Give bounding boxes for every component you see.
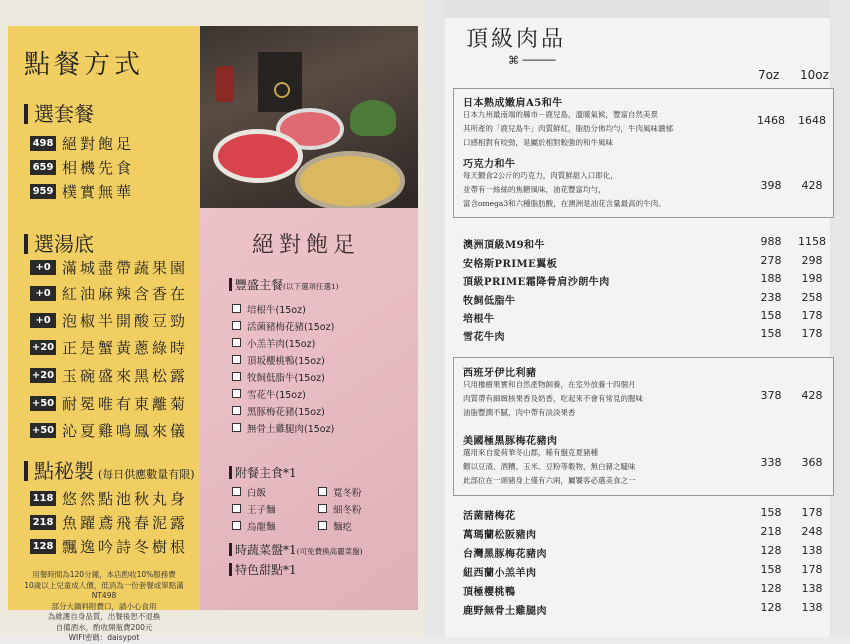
price-10oz: 138 (801, 582, 823, 595)
price-7oz: 338 (760, 456, 782, 469)
soup-row: +0 紅油麻辣含香在 (30, 284, 188, 302)
price-7oz: 128 (760, 582, 782, 595)
main-option[interactable]: 無骨土雞腿肉(15oz) (232, 420, 334, 435)
soup-row: +0 滿城盡帶蔬果園 (30, 258, 188, 276)
meat-plate-shape (280, 112, 340, 146)
main-option[interactable]: 頂坂櫻桃鴨(15oz) (232, 352, 325, 367)
set-row: 959 樸實無華 (30, 182, 134, 200)
price-10oz: 248 (801, 525, 823, 538)
price-10oz: 198 (801, 272, 823, 285)
staple-option[interactable]: 白飯 (232, 484, 266, 499)
sauce-jar-shape (216, 66, 234, 102)
secret-row: 218 魚躍鳶飛春泥露 (30, 513, 188, 531)
set-section-heading: 選套餐 (24, 98, 94, 127)
knot-ornament: ⌘ ───── (508, 54, 556, 67)
price-7oz: 218 (760, 525, 782, 538)
main-option[interactable]: 雪花牛(15oz) (232, 386, 306, 401)
price-7oz: 378 (760, 389, 782, 402)
price-7oz: 158 (760, 563, 782, 576)
price-7oz: 188 (760, 272, 782, 285)
menu-item-name: 紐西蘭小羔羊肉 (463, 568, 537, 579)
menu-item-desc: 只用橡樹果實和自然產物飼養，在室外放養十四個月 肉質帶有細緻核果香及奶香，吃起來不會有常見的腥味 油脂豐潤不膩，肉中帶有淡淡果香 (463, 380, 643, 417)
premium-meat-title: 頂級肉品 (466, 27, 567, 52)
menu-item-desc: 選用來自愛荷華冬山郡，稀有盤克夏豬種 餵以豆渣、酒糟、玉米、豆粉等穀物，無白豬之騷味 此部位在一頭豬身上僅有六兩，屬饕客必選美食之一 (463, 448, 636, 485)
dining-notes: 用餐時間為120分鐘，本店酌收10%服務費 10歲以上兒童成人價，低消為一份套餐或單點滿 NT498 部分大鍋料附費口，請小心食用 為維護自身品質，出餐後恕不退換 自備酒水，酌收開瓶費200元 WIFI密碼：daisypot (24, 570, 184, 642)
price-10oz: 178 (801, 327, 823, 340)
meat-plate-shape (218, 134, 298, 178)
price-10oz: 178 (801, 563, 823, 576)
page-title: 點餐方式 (24, 50, 145, 80)
veg-section-heading: 時蔬菜盤*1(可免費換高麗菜盤) (229, 541, 363, 558)
price-7oz: 988 (760, 235, 782, 248)
menu-item-name: 日本熟成嫩肩A5和牛 (463, 98, 563, 109)
plant-shape (350, 100, 396, 136)
main-option[interactable]: 培根牛(15oz) (232, 301, 306, 316)
menu-item-name: 活菌豬梅花 (463, 511, 516, 522)
col-7oz: 7oz (758, 68, 780, 82)
staple-option[interactable]: 寬冬粉 (318, 484, 362, 499)
menu-item-name: 巧克力和牛 (463, 159, 516, 170)
soup-section-heading: 選湯底 (24, 228, 94, 257)
price-7oz: 158 (760, 327, 782, 340)
staple-section-heading: 附餐主食*1 (229, 464, 297, 481)
price-7oz: 128 (760, 601, 782, 614)
price-10oz: 368 (801, 456, 823, 469)
hotpot-photo (200, 26, 418, 208)
price-10oz: 258 (801, 291, 823, 304)
price-10oz: 178 (801, 309, 823, 322)
price-10oz: 298 (801, 254, 823, 267)
soup-row: +50 沁夏雞鳴鳳來儀 (31, 421, 189, 440)
soup-row: +0 泡椒半開酸豆勁 (30, 311, 188, 329)
menu-item-desc: 日本九州最南端的縣市－鹿兒島，溫暖氣候，豐富自然美景 其所產的「鹿兒島牛」肉質鮮紅，脂肪分佈均勻，牛肉風味濃郁 口感相對有咬勁，是屬於相對較強的和牛風味 (463, 110, 673, 147)
menu-item-name: 台灣黑豚梅花豬肉 (463, 549, 547, 560)
staple-option[interactable]: 烏龍麵 (232, 518, 276, 533)
price-10oz: 428 (801, 179, 823, 192)
set-row: 498 絕對飽足 (30, 134, 134, 152)
main-option[interactable]: 黑豚梅花豬(15oz) (232, 403, 325, 418)
menu-item-name: 萬瑪蘭松阪豬肉 (463, 530, 537, 541)
menu-item-desc: 每天餵食2公斤的巧克力，肉質鮮甜入口即化， 並帶有一絲絲的焦糖風味，油花豐富均勻， 富含omega3和六種脂肪酸，在澳洲是油花含量最高的牛肉。 (463, 171, 666, 208)
wood-box-shape (258, 52, 302, 112)
main-option[interactable]: 活菌豬梅花豬(15oz) (232, 318, 334, 333)
price-7oz: 278 (760, 254, 782, 267)
staple-option[interactable]: 細冬粉 (318, 501, 362, 516)
secret-row: 128 飄逸吟詩冬樹根 (30, 537, 188, 555)
price-10oz: 178 (801, 506, 823, 519)
price-10oz: 1158 (798, 235, 826, 248)
dessert-section-heading: 特色甜點*1 (229, 561, 297, 578)
combo-title: 絕對飽足 (252, 233, 361, 258)
main-option[interactable]: 小羔羊肉(15oz) (232, 335, 315, 350)
soup-row: +50 耐冕唯有東離菊 (31, 394, 189, 413)
col-10oz: 10oz (800, 68, 829, 82)
menu-item-name: 西班牙伊比利豬 (463, 368, 537, 379)
soup-row: +20 正是蟹黃蔥綠時 (31, 338, 189, 357)
staple-option[interactable]: 王子麵 (232, 501, 276, 516)
menu-item-name: 澳洲頂級M9和牛 (463, 240, 546, 251)
menu-item-name: 牧飼低脂牛 (463, 296, 516, 307)
staple-option[interactable]: 麵疙 (318, 518, 352, 533)
menu-item-name: 頂級PRIME霜降骨肩沙朗牛肉 (463, 277, 610, 288)
hotpot-shape (300, 156, 400, 206)
price-10oz: 138 (801, 601, 823, 614)
price-7oz: 158 (760, 309, 782, 322)
menu-item-name: 美國極黑豚梅花豬肉 (463, 436, 558, 447)
menu-item-name: 培根牛 (463, 314, 495, 325)
menu-item-name: 雪花牛肉 (463, 332, 505, 343)
soup-row: +20 玉碗盛來黑松露 (31, 366, 189, 385)
menu-item-name: 頂極櫻桃鴨 (463, 587, 516, 598)
secret-row: 118 悠然點池秋丸身 (30, 489, 188, 507)
price-10oz: 1648 (798, 114, 826, 127)
main-section-heading: 豐盛主餐(以下選項任選1) (229, 276, 339, 293)
main-option[interactable]: 牧飼低脂牛(15oz) (232, 369, 325, 384)
side-band (425, 0, 445, 637)
price-7oz: 238 (760, 291, 782, 304)
top-band (425, 0, 850, 18)
price-7oz: 158 (760, 506, 782, 519)
set-row: 659 相機先食 (30, 158, 134, 176)
menu-item-name: 安格斯PRIME翼板 (463, 259, 558, 270)
price-7oz: 398 (760, 179, 782, 192)
price-10oz: 138 (801, 544, 823, 557)
menu-item-name: 鹿野無骨土雞腿肉 (463, 606, 547, 617)
price-7oz: 1468 (757, 114, 785, 127)
secret-section-heading: 點秘製 (每日供應數量有限) (24, 455, 195, 484)
price-10oz: 428 (801, 389, 823, 402)
price-7oz: 128 (760, 544, 782, 557)
